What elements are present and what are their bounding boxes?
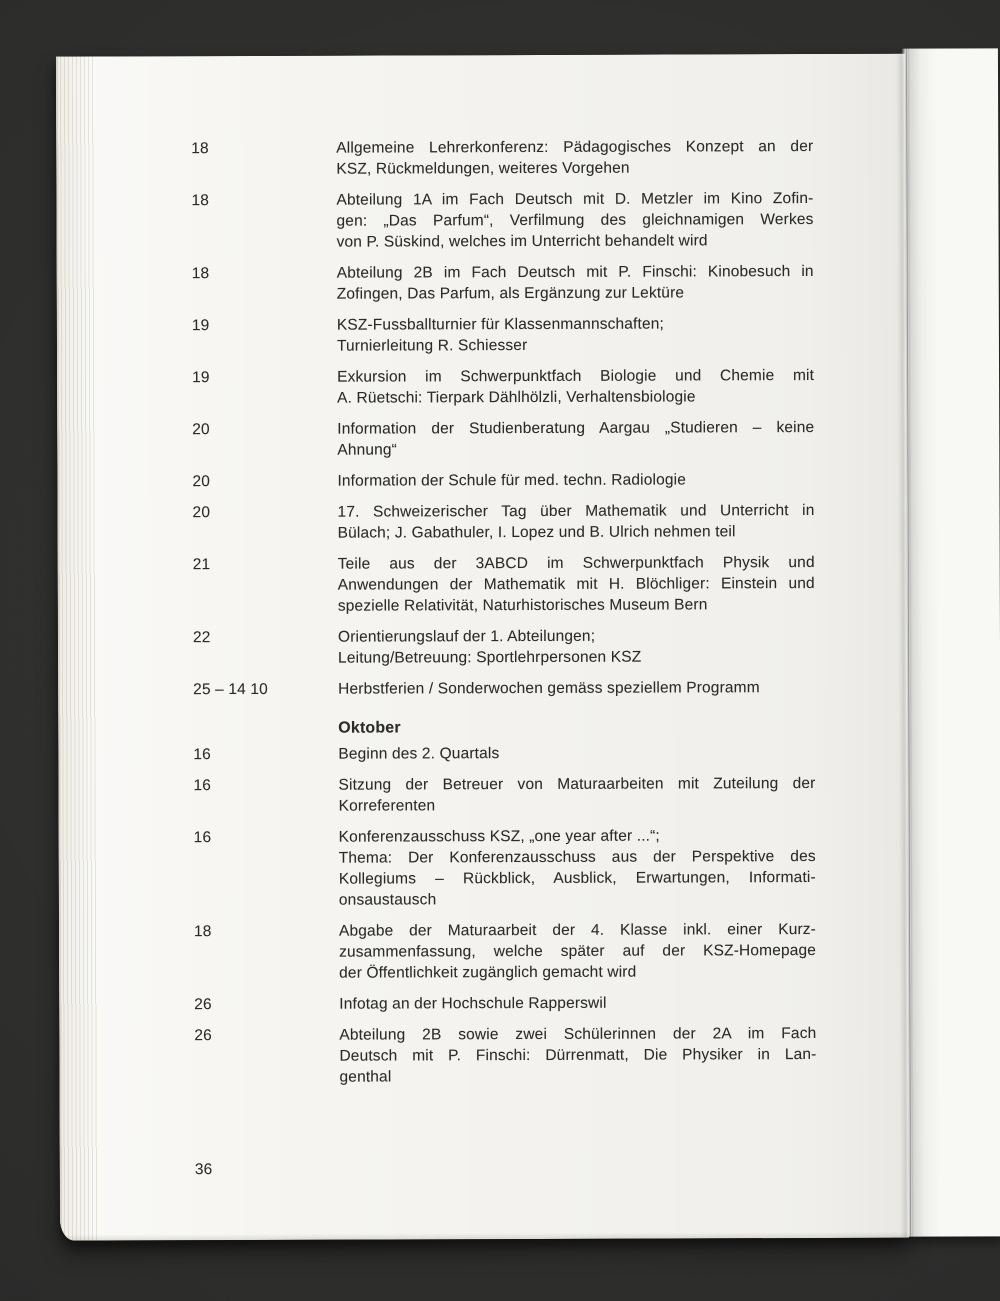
entry-text-line: Kollegiums – Rückblick, Ausblick, Erwartungen, Informati- [338,869,816,888]
entry-date: 21 [192,556,211,574]
schedule-entry [193,552,815,617]
schedule-entry [193,677,815,700]
entry-description [338,677,815,700]
entry-date: 19 [192,369,210,387]
entry-date: 25 – 14 10 [193,680,268,699]
schedule-entry [192,500,814,544]
schedule-entry [194,1023,816,1088]
entry-date: 16 [193,777,212,795]
entry-text-line: spezielle Relativität, Naturhistorisches Museum Bern [337,596,708,615]
entry-date: 19 [191,317,210,335]
entry-text-line: Teile aus der 3ABCD im Schwerpunktfach Physik und [337,554,815,573]
schedule-entry [192,365,814,409]
entry-description [339,919,816,984]
entry-text-line: KSZ-Fussballturnier für Klassenmannschaften; [336,315,664,334]
entry-description [338,625,815,669]
entry-text-line: A. Rüetschi: Tierpark Dählhölzli, Verhaltensbiologie [337,388,696,407]
schedule-entry [191,136,813,180]
schedule-entry [193,625,815,669]
page-bottom-edge [60,1232,909,1241]
schedule-entry [192,261,814,305]
entry-text-line: Sitzung der Betreuer von Maturaarbeiten mit Zuteilung der [338,775,816,794]
entry-description [339,825,816,911]
page-stack-fore-edge [56,57,98,1241]
entry-text-line: Abgabe der Maturaarbeit der 4. Klasse inkl. einer Kurz- [338,921,817,940]
entry-description [338,552,815,617]
entry-date: 18 [191,140,209,158]
month-heading: Oktober [338,719,401,737]
entry-text-line: Ahnung“ [337,441,398,459]
book-page [56,54,909,1241]
entry-date: 16 [193,829,212,847]
entry-description [337,469,814,492]
entry-text-line: onsaustausch [338,891,437,909]
entry-description [339,992,816,1015]
entry-description [338,742,815,765]
entry-description [337,365,814,409]
entry-date: 20 [192,421,210,439]
entry-description [337,500,814,544]
entry-text-line: Information der Schule für med. techn. Radiologie [337,471,687,490]
month-heading-row [193,716,815,739]
heading-cell [338,716,815,739]
entry-date: 26 [194,1027,212,1045]
entry-text-line: Herbstferien / Sonderwochen gemäss speziellem Programm [338,679,760,698]
entry-date: 20 [192,504,211,522]
entry-text-line: Korreferenten [338,797,436,815]
entry-text-line: Abteilung 2B sowie zwei Schülerinnen der 2A im Fach [339,1024,817,1044]
entry-text-line: Bülach; J. Gabathuler, I. Lopez und B. Ulrich nehmen teil [337,523,736,542]
entry-text-line: Abteilung 1A im Fach Deutsch mit D. Metzler im Kino Zofin- [336,190,814,209]
entry-text-line: Beginn des 2. Quartals [338,745,500,763]
entry-text-line: Abteilung 2B im Fach Deutsch mit P. Finschi: Kinobesuch in [336,263,814,282]
entry-description [338,773,815,817]
entry-text-line: Orientierungslauf der 1. Abteilungen; [337,627,596,646]
entry-text-line: Exkursion im Schwerpunktfach Biologie und Chemie mit [337,367,815,386]
schedule-entry [194,992,816,1015]
entry-date: 18 [191,192,210,210]
entry-text-line: Information der Studienberatung Aargau „Studieren – keine [337,419,815,438]
schedule-entry [194,825,816,911]
facing-page [907,48,1000,1236]
schedule-entry [191,188,813,253]
schedule-entry [192,469,814,492]
entry-date: 26 [194,996,212,1014]
entry-date: 16 [193,746,211,764]
entry-date: 22 [192,629,211,647]
schedule-list [191,136,816,1098]
schedule-entry [193,773,815,817]
entry-description [336,136,813,180]
entry-text-line: Deutsch mit P. Finschi: Dürrenmatt, Die Physiker in Lan- [339,1045,817,1065]
entry-text-line: gen: „Das Parfum“, Verfilmung des gleichnamigen Werkes [336,211,814,230]
entry-text-line: Anwendungen der Mathematik mit H. Blöchliger: Einstein und [337,575,815,594]
entry-text-line: Leitung/Betreuung: Sportlehrpersonen KSZ [338,648,642,667]
schedule-entry [192,313,814,357]
entry-text-line: 17. Schweizerischer Tag über Mathematik und Unterricht in [337,502,815,521]
entry-text-line: KSZ, Rückmeldungen, weiteres Vorgehen [336,159,630,178]
entry-text-line: zusammenfassung, welche später auf der KSZ-Homepage [339,941,817,961]
entry-text-line: der Öffentlichkeit zugänglich gemacht wird [339,963,637,982]
entry-text-line: genthal [339,1068,392,1086]
entry-text-line: von P. Süskind, welches im Unterricht behandelt wird [336,232,708,251]
entry-description [339,1023,816,1088]
entry-text-line: Thema: Der Konferenzausschuss aus der Perspektive des [338,848,816,867]
heading-spacer [193,718,338,740]
schedule-entry [194,919,816,984]
schedule-entry [193,742,815,765]
entry-description [337,313,814,357]
entry-description [336,188,813,253]
entry-description [337,417,814,461]
entry-date: 18 [191,265,210,283]
entry-date: 18 [193,923,212,941]
entry-text-line: Allgemeine Lehrerkonferenz: Pädagogisches Konzept an der [336,138,814,157]
entry-text-line: Turnierleitung R. Schiesser [336,337,528,355]
schedule-entry [192,417,814,461]
entry-date: 20 [192,473,211,491]
entry-text-line: Infotag an der Hochschule Rapperswil [339,994,607,1013]
entry-text-line: Zofingen, Das Parfum, als Ergänzung zur Lektüre [336,284,685,303]
page-number: 36 [194,1161,213,1179]
open-book [56,48,1000,1241]
entry-text-line: Konferenzausschuss KSZ, „one year after ...“; [338,827,660,846]
entry-description [337,261,814,305]
